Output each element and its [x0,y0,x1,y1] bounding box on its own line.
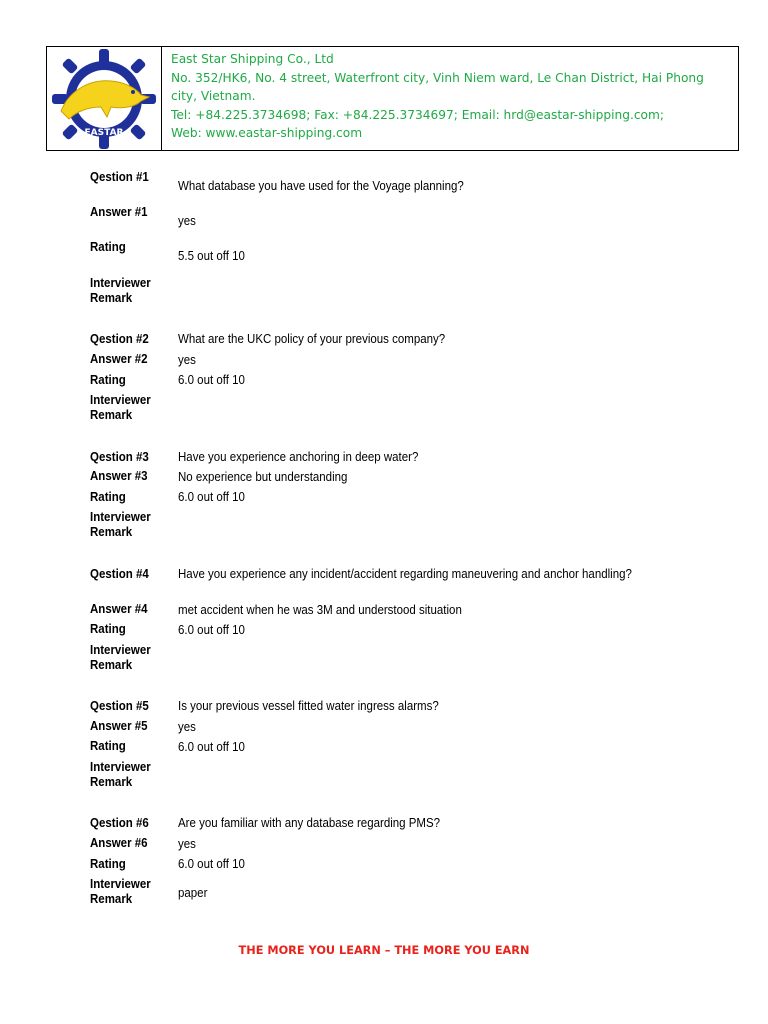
answer-label: Answer #1 [90,205,148,219]
logo-text: EASTAR [84,128,124,138]
question-label: Qestion #6 [90,816,149,830]
question-label: Qestion #5 [90,699,149,713]
question-text: What are the UKC policy of your previous company? [178,332,446,346]
remark-label: Interviewer Remark [90,276,151,305]
letterhead [46,46,739,151]
remark-text: paper [178,886,208,900]
answer-label: Answer #3 [90,469,148,483]
question-text: What database you have used for the Voyage planning? [178,179,464,193]
eastar-logo-icon [49,47,159,151]
remark-label: Interviewer Remark [90,510,151,539]
answer-text: yes [178,353,196,367]
question-label: Qestion #1 [90,170,149,184]
question-text: Is your previous vessel fitted water ingress alarms? [178,699,439,713]
company-address: No. 352/HK6, No. 4 street, Waterfront city, Vinh Niem ward, Le Chan District, Hai Phong city, Vietnam. [171,70,704,104]
answer-text: No experience but understanding [178,470,348,484]
remark-label: Interviewer Remark [90,643,151,672]
rating-label: Rating [90,622,126,636]
rating-text: 5.5 out off 10 [178,249,245,263]
answer-label: Answer #6 [90,836,148,850]
question-label: Qestion #4 [90,567,149,581]
answer-label: Answer #2 [90,352,148,366]
company-contact: Tel: +84.225.3734698; Fax: +84.225.3734697; Email: hrd@eastar-shipping.com; [171,107,664,122]
question-text: Have you experience anchoring in deep water? [178,450,419,464]
question-label: Qestion #2 [90,332,149,346]
answer-label: Answer #4 [90,602,148,616]
answer-label: Answer #5 [90,719,148,733]
answer-text: yes [178,720,196,734]
rating-text: 6.0 out off 10 [178,623,245,637]
rating-text: 6.0 out off 10 [178,373,245,387]
rating-label: Rating [90,240,126,254]
answer-text: yes [178,837,196,851]
remark-label: Interviewer Remark [90,877,151,906]
question-text: Are you familiar with any database regarding PMS? [178,816,441,830]
company-website: Web: www.eastar-shipping.com [171,126,363,141]
rating-label: Rating [90,490,126,504]
rating-text: 6.0 out off 10 [178,740,245,754]
footer-slogan: THE MORE YOU LEARN – THE MORE YOU EARN [238,944,530,957]
question-text: Have you experience any incident/accident regarding maneuvering and anchor handling? [178,567,632,581]
rating-label: Rating [90,857,126,871]
rating-text: 6.0 out off 10 [178,490,245,504]
remark-label: Interviewer Remark [90,760,151,789]
company-logo-cell [47,47,162,151]
company-info [171,50,731,143]
answer-text: yes [178,214,196,228]
remark-label: Interviewer Remark [90,393,151,422]
rating-text: 6.0 out off 10 [178,857,245,871]
rating-label: Rating [90,739,126,753]
answer-text: met accident when he was 3M and understood situation [178,603,462,617]
company-name: East Star Shipping Co., Ltd [171,52,334,66]
rating-label: Rating [90,373,126,387]
question-label: Qestion #3 [90,450,149,464]
